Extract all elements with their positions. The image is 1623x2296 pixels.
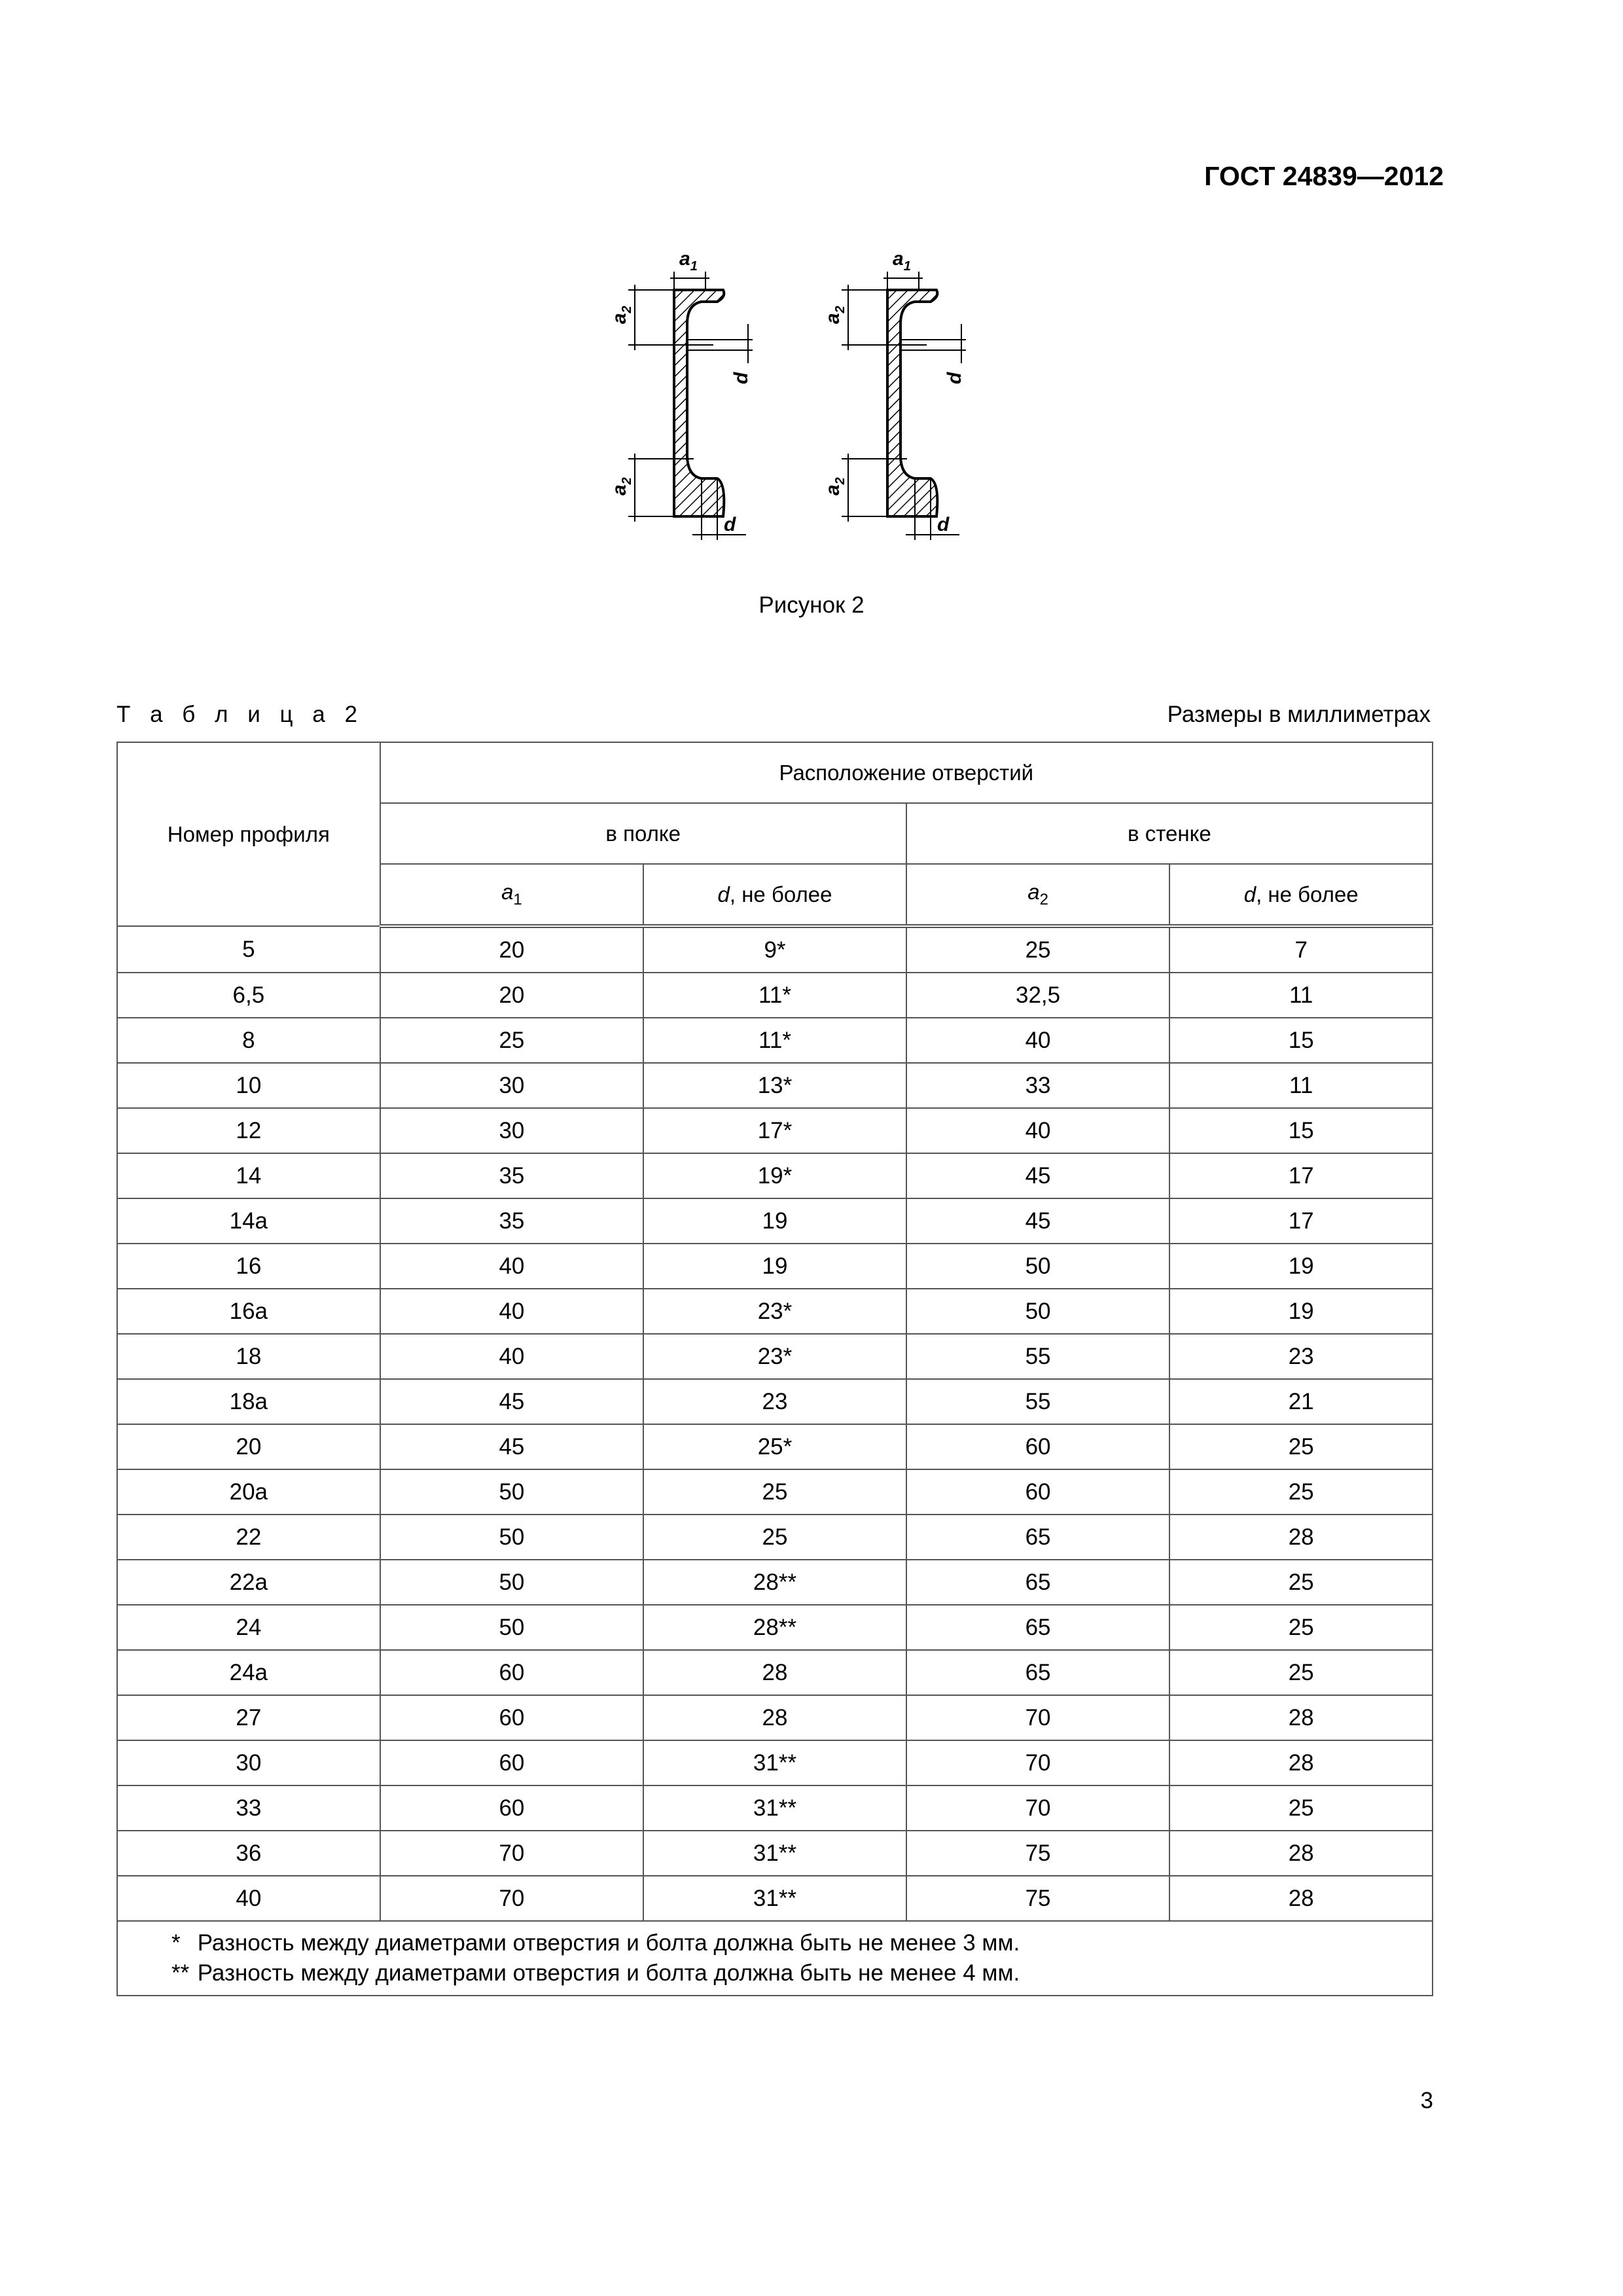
table-row [117,1650,1433,1695]
d-web-cell: 25 [1169,1560,1433,1605]
a1-cell: 60 [380,1695,644,1740]
d-web-cell: 28 [1169,1695,1433,1740]
d-web-cell: 17 [1169,1153,1433,1198]
d-flange-cell: 19* [643,1153,906,1198]
a2-cell: 70 [906,1740,1170,1785]
a2-cell: 60 [906,1424,1170,1469]
footnote-1: * Разность между диаметрами отверстия и болта должна быть не менее 3 мм. [171,1930,1020,1956]
a1-cell: 60 [380,1740,644,1785]
d-web-cell: 28 [1169,1740,1433,1785]
a1-cell: 60 [380,1650,644,1695]
profile-number-cell: 20 [117,1424,380,1469]
table-row [117,973,1433,1018]
figure-label-a1-right: $a_1$ [893,248,911,274]
a1-cell: 35 [380,1198,644,1244]
d-flange-cell: 11* [643,1018,906,1063]
table-row [117,1018,1433,1063]
profile-number-cell: 18 [117,1334,380,1379]
d-flange-cell: 23* [643,1289,906,1334]
a2-cell: 65 [906,1560,1170,1605]
d-web-cell: 15 [1169,1018,1433,1063]
table-row [117,1379,1433,1424]
a2-cell: 45 [906,1198,1170,1244]
a1-cell: 50 [380,1560,644,1605]
header-a2: $a_2$ [906,864,1170,926]
d-flange-cell: 17* [643,1108,906,1153]
d-web-cell: 28 [1169,1515,1433,1560]
d-flange-cell: 11* [643,973,906,1018]
table-row [117,1108,1433,1153]
a1-cell: 50 [380,1469,644,1515]
a2-cell: 75 [906,1876,1170,1921]
figure-label-d-left-web: d [730,372,752,384]
figure-caption: Рисунок 2 [758,592,865,618]
header-profile-number: Номер профиля [117,742,380,926]
table-footnotes [117,1921,1433,1996]
d-flange-cell: 25 [643,1515,906,1560]
figure-label-d-left-flange: d [724,514,736,535]
profile-number-cell: 12 [117,1108,380,1153]
d-flange-cell: 31** [643,1785,906,1831]
d-flange-cell: 28 [643,1650,906,1695]
header-in-web: в стенке [906,803,1433,864]
header-hole-location: Расположение отверстий [380,742,1433,803]
header-in-flange: в полке [380,803,906,864]
a1-cell: 20 [380,973,644,1018]
d-flange-cell: 31** [643,1876,906,1921]
d-web-cell: 19 [1169,1289,1433,1334]
a2-cell: 50 [906,1244,1170,1289]
a2-cell: 60 [906,1469,1170,1515]
a2-cell: 45 [906,1153,1170,1198]
header-d-web: d, не более [1169,864,1433,926]
profile-number-cell: 16 [117,1244,380,1289]
d-web-cell: 19 [1169,1244,1433,1289]
d-flange-cell: 13* [643,1063,906,1108]
table-row [117,1515,1433,1560]
profile-number-cell: 22 [117,1515,380,1560]
d-web-cell: 28 [1169,1876,1433,1921]
standard-code: ГОСТ 24839—2012 [1204,161,1444,191]
profile-number-cell: 27 [117,1695,380,1740]
table-row [117,926,1433,973]
figure-label-a2-right-top: $a_2$ [822,306,847,324]
table-row [117,1785,1433,1831]
table-row [117,1334,1433,1379]
profile-number-cell: 5 [117,926,380,973]
table-row [117,1560,1433,1605]
d-flange-cell: 31** [643,1740,906,1785]
d-flange-cell: 25 [643,1469,906,1515]
profile-number-cell: 22а [117,1560,380,1605]
channel-profile-right [822,248,966,540]
a2-cell: 75 [906,1831,1170,1876]
d-flange-cell: 28** [643,1605,906,1650]
d-web-cell: 15 [1169,1108,1433,1153]
table-row [117,1424,1433,1469]
profile-number-cell: 20а [117,1469,380,1515]
a1-cell: 35 [380,1153,644,1198]
a1-cell: 20 [380,926,644,973]
a2-cell: 55 [906,1334,1170,1379]
d-web-cell: 21 [1169,1379,1433,1424]
profile-number-cell: 18а [117,1379,380,1424]
table-row [117,1198,1433,1244]
profile-number-cell: 40 [117,1876,380,1921]
table-row [117,1063,1433,1108]
a1-cell: 40 [380,1334,644,1379]
profile-number-cell: 10 [117,1063,380,1108]
a2-cell: 65 [906,1650,1170,1695]
d-web-cell: 11 [1169,1063,1433,1108]
a1-cell: 25 [380,1018,644,1063]
d-web-cell: 25 [1169,1424,1433,1469]
d-web-cell: 7 [1169,926,1433,973]
d-web-cell: 25 [1169,1469,1433,1515]
a2-cell: 25 [906,926,1170,973]
a1-cell: 40 [380,1289,644,1334]
profile-number-cell: 8 [117,1018,380,1063]
a2-cell: 70 [906,1695,1170,1740]
profile-number-cell: 24 [117,1605,380,1650]
table-row [117,1153,1433,1198]
a1-cell: 70 [380,1876,644,1921]
d-web-cell: 25 [1169,1650,1433,1695]
figure-label-d-right-flange: d [937,514,950,535]
table-row [117,1605,1433,1650]
d-web-cell: 17 [1169,1198,1433,1244]
a1-cell: 45 [380,1379,644,1424]
profile-number-cell: 14а [117,1198,380,1244]
a2-cell: 40 [906,1018,1170,1063]
profile-number-cell: 33 [117,1785,380,1831]
d-flange-cell: 23* [643,1334,906,1379]
d-flange-cell: 19 [643,1244,906,1289]
d-web-cell: 28 [1169,1831,1433,1876]
d-web-cell: 11 [1169,973,1433,1018]
a2-cell: 50 [906,1289,1170,1334]
a2-cell: 33 [906,1063,1170,1108]
a2-cell: 65 [906,1605,1170,1650]
a1-cell: 45 [380,1424,644,1469]
table-row [117,1244,1433,1289]
a2-cell: 32,5 [906,973,1170,1018]
profile-number-cell: 14 [117,1153,380,1198]
a1-cell: 30 [380,1063,644,1108]
hole-location-table [116,742,1433,1996]
a1-cell: 40 [380,1244,644,1289]
d-flange-cell: 28** [643,1560,906,1605]
d-flange-cell: 19 [643,1198,906,1244]
table-row [117,1695,1433,1740]
a1-cell: 30 [380,1108,644,1153]
table-row [117,1831,1433,1876]
profile-number-cell: 24а [117,1650,380,1695]
units-note: Размеры в миллиметрах [1167,702,1431,727]
figure-label-d-right-web: d [944,372,965,384]
a1-cell: 50 [380,1515,644,1560]
footnote-2: ** Разность между диаметрами отверстия и болта должна быть не менее 4 мм. [171,1960,1020,1986]
table-row [117,1876,1433,1921]
table-label: Т а б л и ц а 2 [116,702,364,727]
a1-cell: 50 [380,1605,644,1650]
d-flange-cell: 23 [643,1379,906,1424]
channel-profile-left [609,248,753,540]
figure-label-a2-right-bottom: $a_2$ [822,477,847,495]
d-web-cell: 25 [1169,1785,1433,1831]
header-a1: $a_1$ [380,864,644,926]
a1-cell: 60 [380,1785,644,1831]
table-row [117,1740,1433,1785]
table-row [117,1289,1433,1334]
page-number: 3 [1420,2088,1433,2113]
header-d-flange: d, не более [643,864,906,926]
d-flange-cell: 31** [643,1831,906,1876]
d-web-cell: 23 [1169,1334,1433,1379]
d-web-cell: 25 [1169,1605,1433,1650]
a2-cell: 65 [906,1515,1170,1560]
profile-number-cell: 36 [117,1831,380,1876]
figure-label-a2-left-bottom: $a_2$ [609,477,634,495]
profile-number-cell: 6,5 [117,973,380,1018]
a2-cell: 70 [906,1785,1170,1831]
a2-cell: 55 [906,1379,1170,1424]
d-flange-cell: 28 [643,1695,906,1740]
a1-cell: 70 [380,1831,644,1876]
a2-cell: 40 [906,1108,1170,1153]
profile-number-cell: 16а [117,1289,380,1334]
d-flange-cell: 9* [643,926,906,973]
figure-label-a2-left-top: $a_2$ [609,306,634,324]
figure-label-a1-left: $a_1$ [679,248,698,274]
profile-number-cell: 30 [117,1740,380,1785]
d-flange-cell: 25* [643,1424,906,1469]
table-row [117,1469,1433,1515]
channel-profile-figure [563,232,969,573]
